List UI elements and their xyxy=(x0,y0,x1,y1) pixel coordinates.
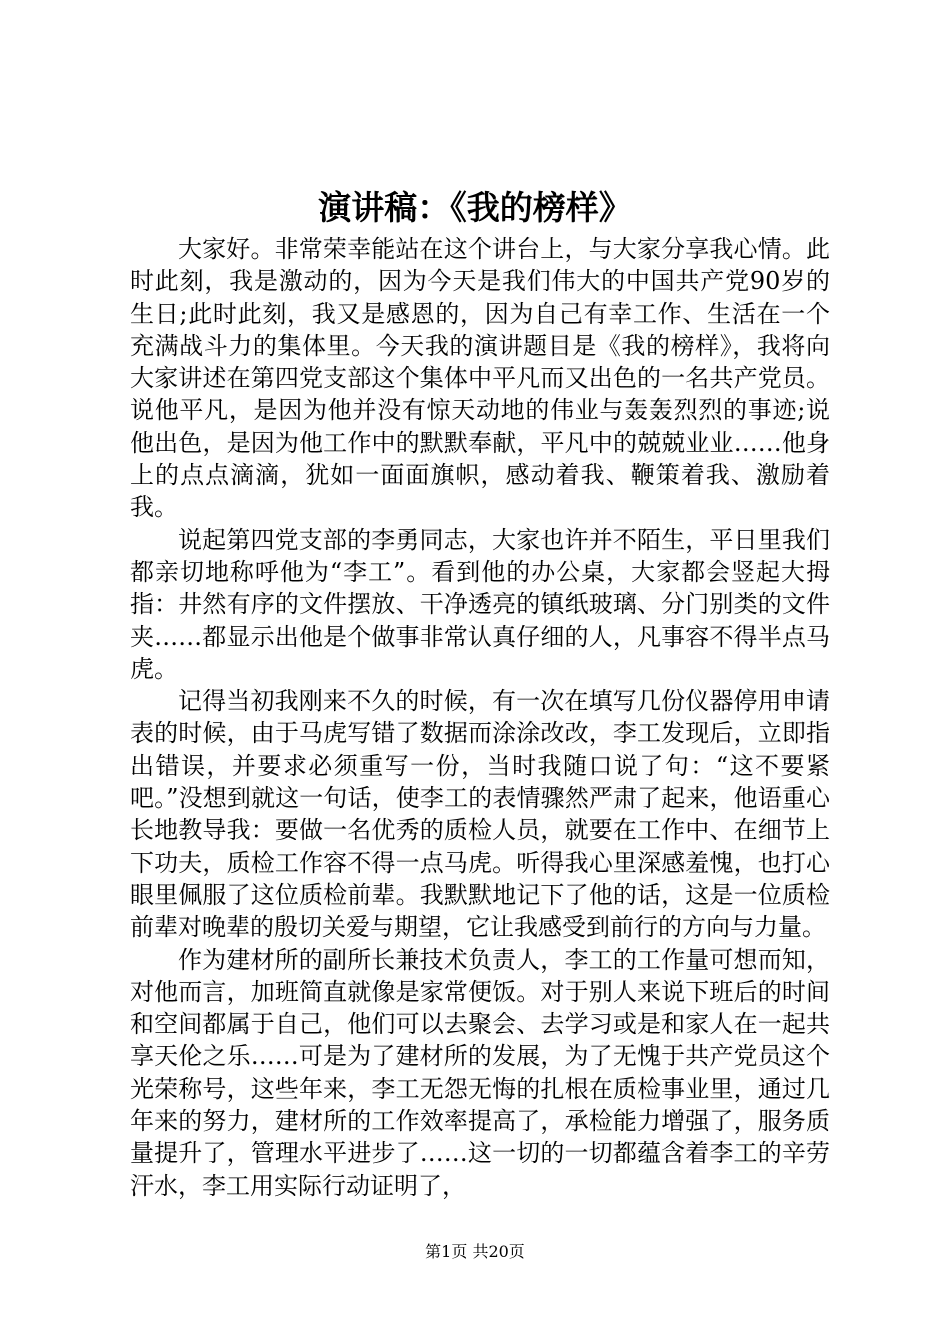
paragraph: 作为建材所的副所长兼技术负责人，李工的工作量可想而知，对他而言，加班简直就像是家常便饭。对于别人来说下班后的时间和空间都属于自己，他们可以去聚会、去学习或是和家人在一起共享天伦之乐……可是为了建材所的发展，为了无愧于共产党员这个光荣称号，这些年来，李工无怨无悔的扎根在质检事业里，通过几年来的努力，建材所的工作效率提高了，承检能力增强了，服务质量提升了，管理水平进步了……这一切的一切都蕴含着李工的辛劳汗水，李工用实际行动证明了， xyxy=(130,945,830,1200)
paragraph: 大家好。非常荣幸能站在这个讲台上，与大家分享我心情。此时此刻，我是激动的，因为今天是我们伟大的中国共产党90岁的生日;此时此刻，我又是感恩的，因为自己有幸工作、生活在一个充满战斗力的集体里。今天我的演讲题目是《我的榜样》，我将向大家讲述在第四党支部这个集体中平凡而又出色的一名共产党员。说他平凡，是因为他并没有惊天动地的伟业与轰轰烈烈的事迹;说他出色，是因为他工作中的默默奉献，平凡中的兢兢业业……他身上的点点滴滴，犹如一面面旗帜，感动着我、鞭策着我、激励着我。 xyxy=(130,235,830,522)
document-body xyxy=(130,233,830,1202)
page-title: 演讲稿：《我的榜样》 xyxy=(318,188,632,227)
paragraph: 记得当初我刚来不久的时候，有一次在填写几份仪器停用申请表的时候，由于马虎写错了数据而涂涂改改，李工发现后，立即指出错误，并要求必须重写一份，当时我随口说了句：“这不要紧吧。”没想到就这一句话，使李工的表情骤然严肃了起来，他语重心长地教导我：要做一名优秀的质检人员，就要在工作中、在细节上下功夫，质检工作容不得一点马虎。听得我心里深感羞愧，也打心眼里佩服了这位质检前辈。我默默地记下了他的话，这是一位质检前辈对晚辈的殷切关爱与期望，它让我感受到前行的方向与力量。 xyxy=(130,687,830,942)
page-footer: 第1页 共20页 xyxy=(425,1242,525,1261)
paragraph: 说起第四党支部的李勇同志，大家也许并不陌生，平日里我们都亲切地称呼他为“李工”。看到他的办公桌，大家都会竖起大拇指：井然有序的文件摆放、干净透亮的镇纸玻璃、分门别类的文件夹……都显示出他是个做事非常认真仔细的人，凡事容不得半点马虎。 xyxy=(130,525,830,683)
